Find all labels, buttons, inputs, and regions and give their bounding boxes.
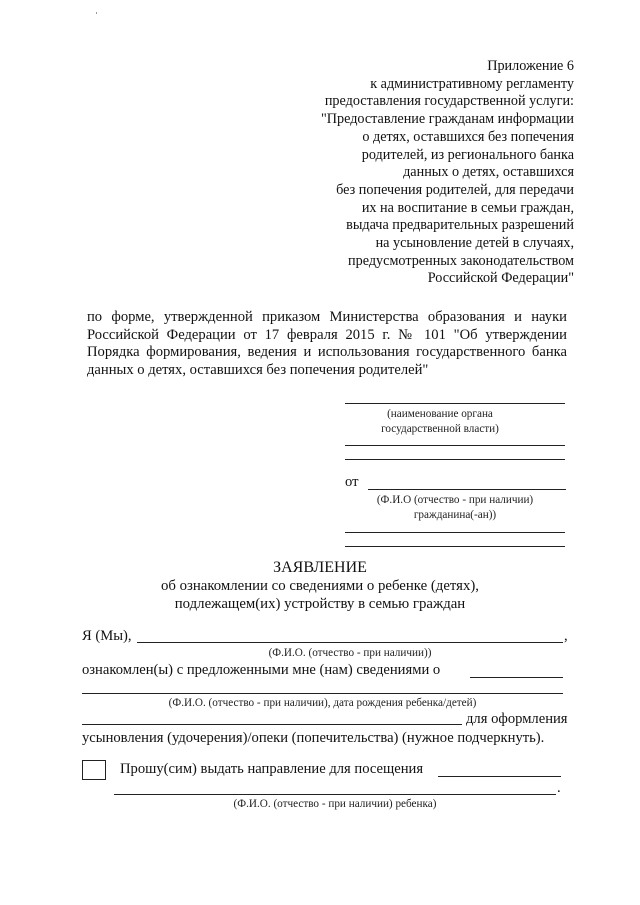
child-name-field[interactable] (470, 677, 563, 678)
applicant-name-field-2[interactable] (345, 532, 565, 533)
header-line: выдача предварительных разрешений (346, 217, 574, 234)
authority-name-field-3[interactable] (345, 459, 565, 460)
header-line: Приложение 6 (487, 58, 574, 74)
authority-name-field[interactable] (345, 403, 565, 404)
authority-caption: государственной власти) (381, 423, 499, 435)
document-subtitle: подлежащем(их) устройству в семью граждан (174, 596, 466, 612)
applicant-caption: (Ф.И.О (отчество - при наличии) (376, 494, 534, 506)
header-line: предусмотренных законодательством (348, 252, 574, 269)
appendix-header (274, 58, 574, 288)
authority-name-field-2[interactable] (345, 445, 565, 446)
header-line: их на воспитание в семьи граждан, (361, 199, 574, 216)
we-comma: , (564, 628, 568, 644)
from-label: от (345, 474, 359, 490)
applicants-name-field[interactable] (137, 642, 563, 643)
header-line: без попечения родителей, для передачи (336, 181, 574, 198)
purpose-field[interactable] (82, 724, 462, 725)
document-subtitle: об ознакомлении со сведениями о ребенке (детях), (160, 578, 479, 594)
authority-caption: (наименование органа (387, 408, 493, 420)
purpose-tail: для оформления (466, 711, 568, 727)
header-line: на усыновление детей в случаях, (375, 235, 574, 252)
request-checkbox[interactable] (82, 760, 106, 780)
familiarized-text: ознакомлен(ы) с предложенными мне (нам) сведениями о (82, 662, 441, 678)
header-line: родителей, из регионального банка (361, 146, 574, 163)
request-dot: . (557, 780, 561, 796)
applicant-name-field-3[interactable] (345, 546, 565, 547)
we-label: Я (Мы), (82, 628, 132, 644)
form-reference-line: данных о детях, оставшихся без попечения родителей" (87, 361, 429, 378)
header-line: о детях, оставшихся без попечения (362, 128, 574, 145)
visit-child-field[interactable] (438, 776, 561, 777)
form-reference (87, 309, 567, 379)
form-reference-line: по форме, утвержденной приказом Министерства образования и науки (87, 309, 567, 325)
scan-mark (96, 12, 97, 14)
header-line: к административному регламенту (370, 75, 574, 92)
applicants-caption: (Ф.И.О. (отчество - при наличии)) (268, 647, 432, 659)
header-line: Российской Федерации" (427, 270, 574, 287)
purpose-line: усыновления (удочерения)/опеки (попечительства) (нужное подчеркнуть). (82, 730, 545, 746)
visit-child-field-2[interactable] (114, 794, 556, 795)
header-line: предоставления государственной услуги: (324, 93, 574, 110)
applicant-caption: гражданина(-ан)) (413, 509, 497, 521)
form-reference-line: Российской Федерации от 17 февраля 2015 г. № 101 "Об утверждении (87, 326, 567, 343)
applicant-name-field[interactable] (368, 489, 566, 490)
document-title: ЗАЯВЛЕНИЕ (273, 559, 367, 576)
child-name-field-2[interactable] (82, 693, 563, 694)
header-line: "Предоставление гражданам информации (320, 111, 574, 128)
form-reference-line: Порядка формирования, ведения и использования государственного банка (87, 344, 567, 361)
header-line: данных о детях, оставшихся (403, 164, 574, 181)
request-text: Прошу(сим) выдать направление для посещения (120, 761, 424, 777)
request-caption: (Ф.И.О. (отчество - при наличии) ребенка) (233, 798, 437, 810)
child-caption: (Ф.И.О. (отчество - при наличии), дата рождения ребенка/детей) (168, 697, 477, 709)
